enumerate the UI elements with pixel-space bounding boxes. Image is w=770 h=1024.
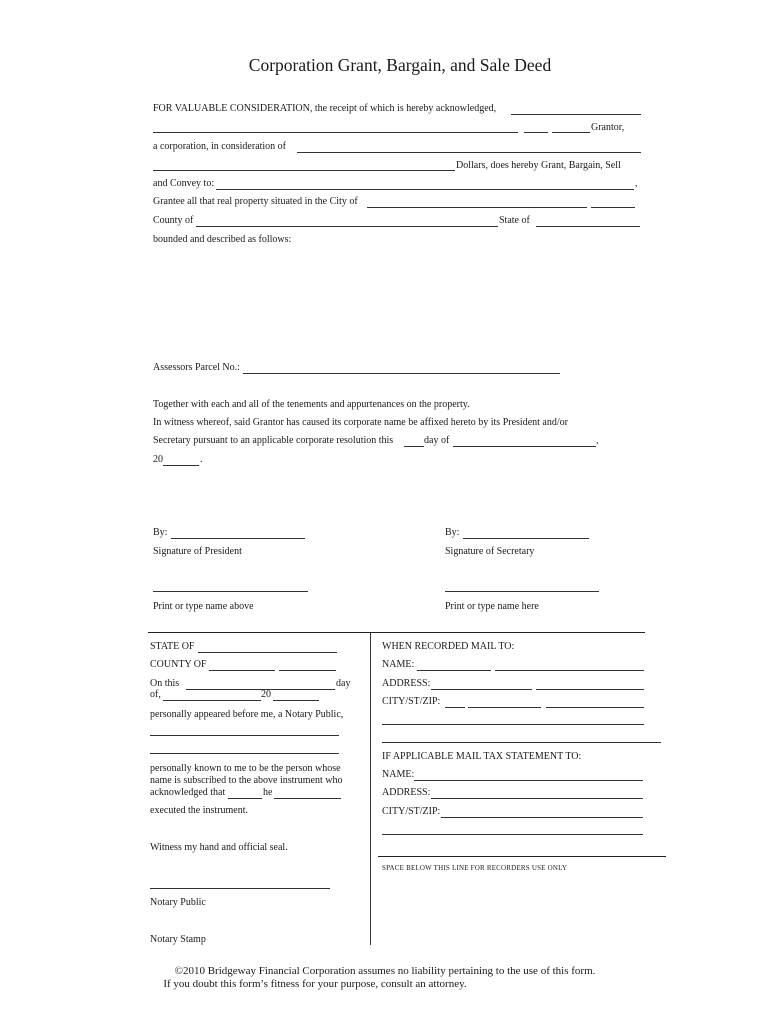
county-line[interactable]	[196, 226, 498, 227]
together-text: Together with each and all of the tenements and appurtenances on the property.	[153, 399, 470, 410]
notary-person-line-2[interactable]	[150, 753, 339, 754]
month-comma: ,	[596, 435, 599, 446]
notary-state-label: STATE OF	[150, 641, 195, 652]
secretary-print-name-line[interactable]	[445, 591, 599, 592]
print-name-above-label: Print or type name above	[153, 601, 254, 612]
recorded-address-line-1[interactable]	[431, 689, 532, 690]
notary-person-line-1[interactable]	[150, 735, 339, 736]
dollars-text: Dollars, does hereby Grant, Bargain, Sell	[456, 160, 621, 171]
grantor-name-line-3[interactable]	[524, 132, 548, 133]
grantor-name-line-4[interactable]	[552, 132, 590, 133]
consideration-text: FOR VALUABLE CONSIDERATION, the receipt of which is hereby acknowledged,	[153, 103, 497, 114]
county-label: County of	[153, 215, 194, 226]
box-divider	[370, 633, 371, 945]
recorders-note: SPACE BELOW THIS LINE FOR RECORDERS USE ONLY	[382, 864, 568, 872]
document-title: Corporation Grant, Bargain, and Sale Deed	[248, 55, 552, 75]
president-print-name-line[interactable]	[153, 591, 308, 592]
recorded-name-line-2[interactable]	[495, 670, 644, 671]
city-line[interactable]	[367, 207, 587, 208]
notary-month-line[interactable]	[163, 700, 261, 701]
recorded-city-label: CITY/ST/ZIP:	[382, 696, 441, 707]
tax-name-line[interactable]	[414, 780, 643, 781]
recorded-name-label: NAME:	[382, 659, 415, 670]
tax-extra-line[interactable]	[382, 834, 643, 835]
notary-stamp-label: Notary Stamp	[150, 934, 206, 945]
parcel-line[interactable]	[243, 373, 560, 374]
tax-city-label: CITY/ST/ZIP:	[382, 806, 441, 817]
convey-text: and Convey to:	[153, 178, 215, 189]
notary-county-line-2[interactable]	[279, 670, 336, 671]
notary-on-this-label: On this	[150, 678, 180, 689]
notary-public-label: Notary Public	[150, 897, 206, 908]
tax-address-line[interactable]	[431, 798, 643, 799]
notary-he-label: he	[263, 787, 273, 798]
state-label: State of	[499, 215, 530, 226]
secretary-signature-line[interactable]	[463, 538, 589, 539]
recorded-name-line-1[interactable]	[417, 670, 491, 671]
day-of-text: day of	[424, 435, 450, 446]
recorded-city-line-1[interactable]	[445, 707, 465, 708]
notary-county-line-1[interactable]	[209, 670, 275, 671]
tax-heading: IF APPLICABLE MAIL TAX STATEMENT TO:	[382, 751, 582, 762]
recorded-city-line-2[interactable]	[468, 707, 541, 708]
grantor-name-line-1[interactable]	[511, 114, 641, 115]
bounded-text: bounded and described as follows:	[153, 234, 292, 245]
year-line[interactable]	[163, 465, 199, 466]
by-label-secretary: By:	[445, 527, 460, 538]
recorded-heading: WHEN RECORDED MAIL TO:	[382, 641, 515, 652]
box-top-rule	[148, 632, 645, 633]
notary-he-line[interactable]	[274, 798, 341, 799]
president-signature-label: Signature of President	[153, 546, 242, 557]
year-prefix: 20	[153, 454, 163, 465]
president-signature-line[interactable]	[171, 538, 305, 539]
grantor-name-line-2[interactable]	[153, 132, 518, 133]
notary-year-line[interactable]	[273, 700, 319, 701]
grantee-name-line[interactable]	[216, 189, 634, 190]
tax-name-label: NAME:	[382, 769, 415, 780]
recorders-rule	[378, 856, 666, 857]
notary-county-label: COUNTY OF	[150, 659, 207, 670]
recorded-address-line-2[interactable]	[536, 689, 644, 690]
convey-comma: ,	[635, 178, 638, 189]
year-period: .	[200, 454, 203, 465]
recorded-city-line-3[interactable]	[546, 707, 644, 708]
grantor-label: Grantor,	[591, 122, 625, 133]
notary-appeared-text: personally appeared before me, a Notary Public,	[150, 709, 344, 720]
notary-executed-text: executed the instrument.	[150, 805, 249, 816]
print-name-here-label: Print or type name here	[445, 601, 539, 612]
notary-state-line[interactable]	[198, 652, 337, 653]
secretary-signature-label: Signature of Secretary	[445, 546, 535, 557]
notary-day-label: day	[336, 678, 351, 689]
notary-known-text-1: personally known to me to be the person whose	[150, 763, 341, 774]
witness-text: In witness whereof, said Grantor has caused its corporate name be affixed hereto by its President and/or	[153, 417, 568, 428]
notary-of-label: of,	[150, 689, 161, 700]
corporation-text: a corporation, in consideration of	[153, 141, 287, 152]
consideration-amount-line[interactable]	[297, 152, 641, 153]
notary-signature-line[interactable]	[150, 888, 330, 889]
footer-disclaimer-1: ©2010 Bridgeway Financial Corporation assumes no liability pertaining to the use of this form.	[174, 965, 596, 977]
notary-acknowledged-label: acknowledged that	[150, 787, 226, 798]
notary-witness-hand-text: Witness my hand and official seal.	[150, 842, 288, 853]
by-label-president: By:	[153, 527, 168, 538]
notary-acknowledged-line[interactable]	[228, 798, 262, 799]
recorded-bottom-rule	[382, 742, 661, 743]
parcel-label: Assessors Parcel No.:	[153, 362, 240, 373]
secretary-resolution-text: Secretary pursuant to an applicable corporate resolution this	[153, 435, 394, 446]
state-line[interactable]	[536, 226, 640, 227]
grantee-city-text: Grantee all that real property situated in the City of	[153, 196, 358, 207]
recorded-address-label: ADDRESS:	[382, 678, 431, 689]
footer-disclaimer-2: If you doubt this form’s fitness for your purpose, consult an attorney.	[163, 978, 467, 990]
dollars-amount-line[interactable]	[153, 170, 455, 171]
recorded-extra-line[interactable]	[382, 724, 644, 725]
tax-city-line[interactable]	[441, 817, 643, 818]
day-line[interactable]	[404, 446, 424, 447]
tax-address-label: ADDRESS:	[382, 787, 431, 798]
month-line[interactable]	[453, 446, 596, 447]
city-line-end[interactable]	[591, 207, 635, 208]
notary-year-prefix: 20	[261, 689, 271, 700]
notary-known-text-2: name is subscribed to the above instrument who	[150, 775, 343, 786]
